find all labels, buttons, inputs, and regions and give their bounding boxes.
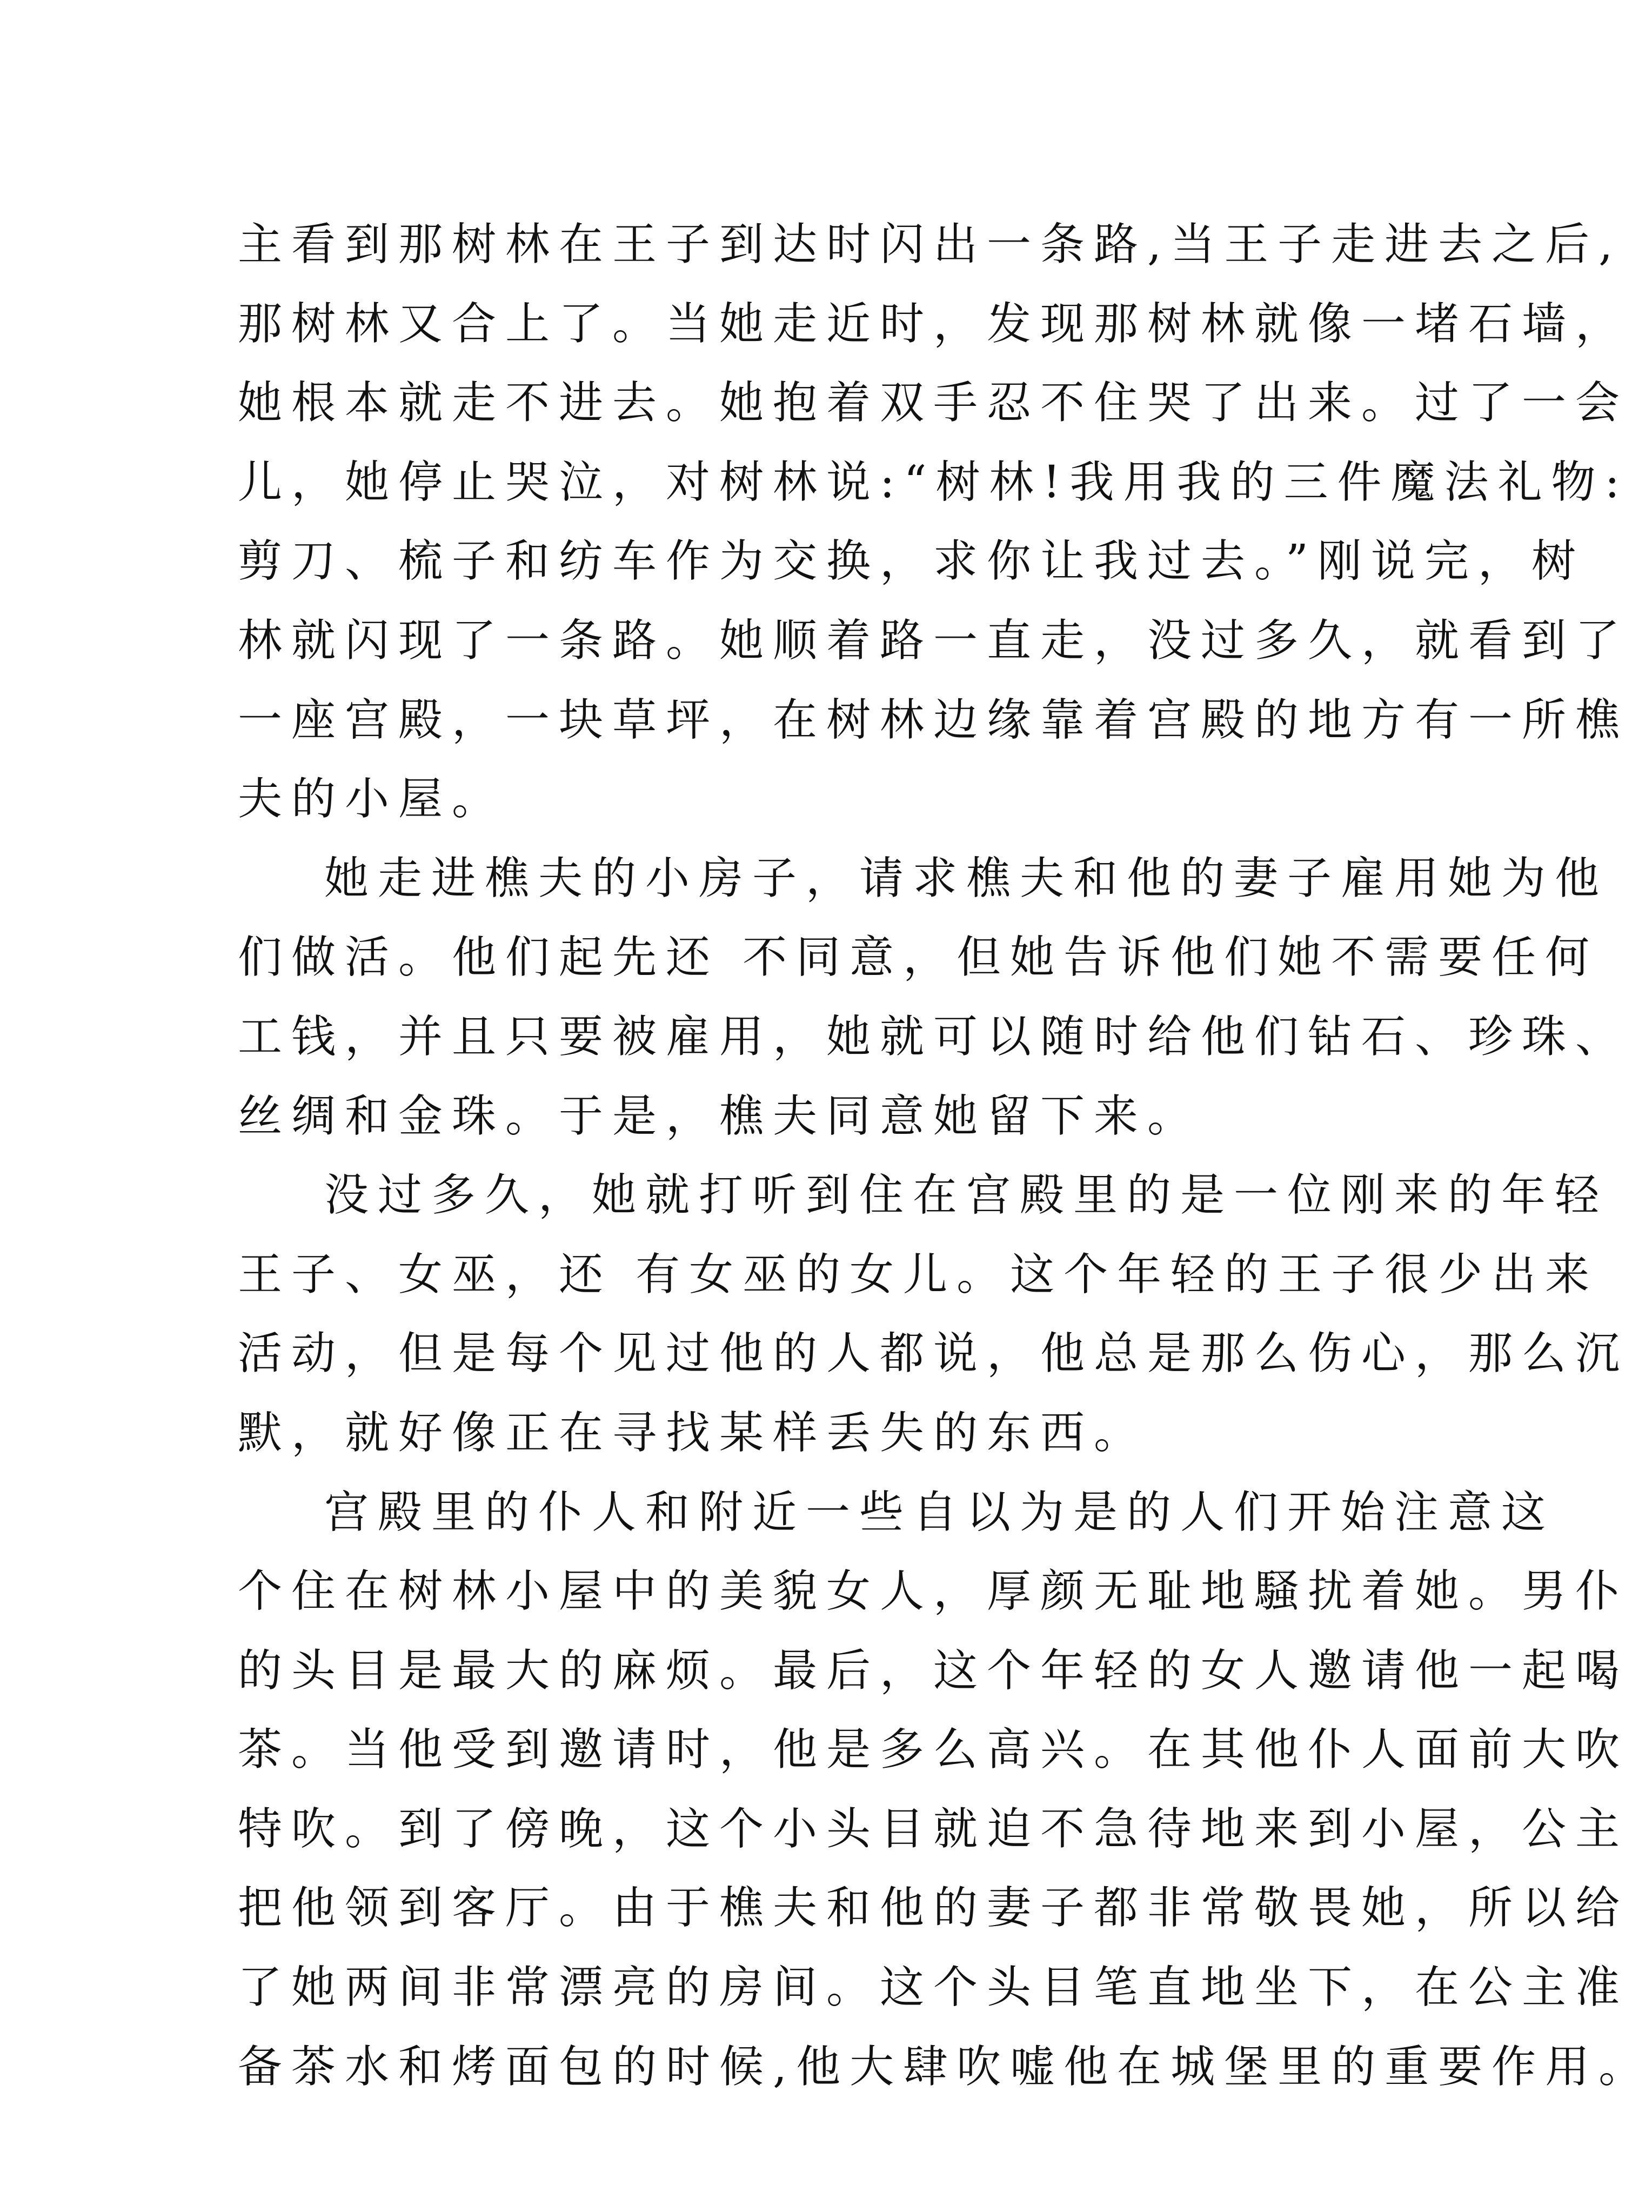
text-line: 那树林又合上了。当她走近时，发现那树林就像一堵石墙， (238, 298, 1629, 350)
text-line: 了她两间非常漂亮的房间。这个头目笔直地坐下，在公主准 (238, 1962, 1629, 2014)
text-line: 儿，她停止哭泣，对树林说:“树林!我用我的三件魔法礼物: (238, 456, 1629, 508)
text-line: 王子、女巫，还 有女巫的女儿。这个年轻的王子很少出来 (238, 1248, 1599, 1300)
paragraph-start-line: 她走进樵夫的小房子，请求樵夫和他的妻子雇用她为他 (324, 852, 1609, 904)
text-line: 的头目是最大的麻烦。最后，这个年轻的女人邀请他一起喝 (238, 1645, 1629, 1696)
body-text (238, 205, 1652, 2107)
text-line: 夫的小屋。 (238, 773, 506, 825)
text-line: 备茶水和烤面包的时候,他大肆吹嘘他在城堡里的重要作用。 (238, 2041, 1652, 2093)
text-line: 一座宫殿，一块草坪，在树林边缘靠着宫殿的地方有一所樵 (238, 694, 1629, 746)
text-line: 们做活。他们起先还 不同意，但她告诉他们她不需要任何 (238, 932, 1599, 984)
text-line: 她根本就走不进去。她抱着双手忍不住哭了出来。过了一会 (238, 377, 1629, 429)
paragraph-start-line: 宫殿里的仆人和附近一些自以为是的人们开始注意这 (324, 1486, 1555, 1538)
text-line: 把他领到客厅。由于樵夫和他的妻子都非常敬畏她，所以给 (238, 1882, 1629, 1934)
text-line: 默，就好像正在寻找某样丢失的东西。 (238, 1407, 1148, 1459)
text-line: 林就闪现了一条路。她顺着路一直走，没过多久，就看到了 (238, 614, 1629, 666)
paragraph-start-line: 没过多久，她就打听到住在宫殿里的是一位刚来的年轻 (324, 1170, 1609, 1221)
text-line: 丝绸和金珠。于是，樵夫同意她留下来。 (238, 1090, 1201, 1142)
text-line: 主看到那树林在王子到达时闪出一条路,当王子走进去之后, (238, 219, 1622, 270)
text-line: 特吹。到了傍晚，这个小头目就迫不急待地来到小屋，公主 (238, 1803, 1629, 1855)
text-line: 个住在树林小屋中的美貌女人，厚颜无耻地騒扰着她。男仆 (238, 1566, 1629, 1618)
text-line: 剪刀、梳子和纺车作为交换，求你让我过去。”刚说完，树 (238, 536, 1585, 587)
text-line: 活动，但是每个见过他的人都说，他总是那么伤心，那么沉 (238, 1328, 1629, 1380)
text-line: 工钱，并且只要被雇用，她就可以随时给他们钻石、珍珠、 (238, 1011, 1629, 1062)
text-line: 茶。当他受到邀请时，他是多么高兴。在其他仆人面前大吹 (238, 1724, 1629, 1776)
